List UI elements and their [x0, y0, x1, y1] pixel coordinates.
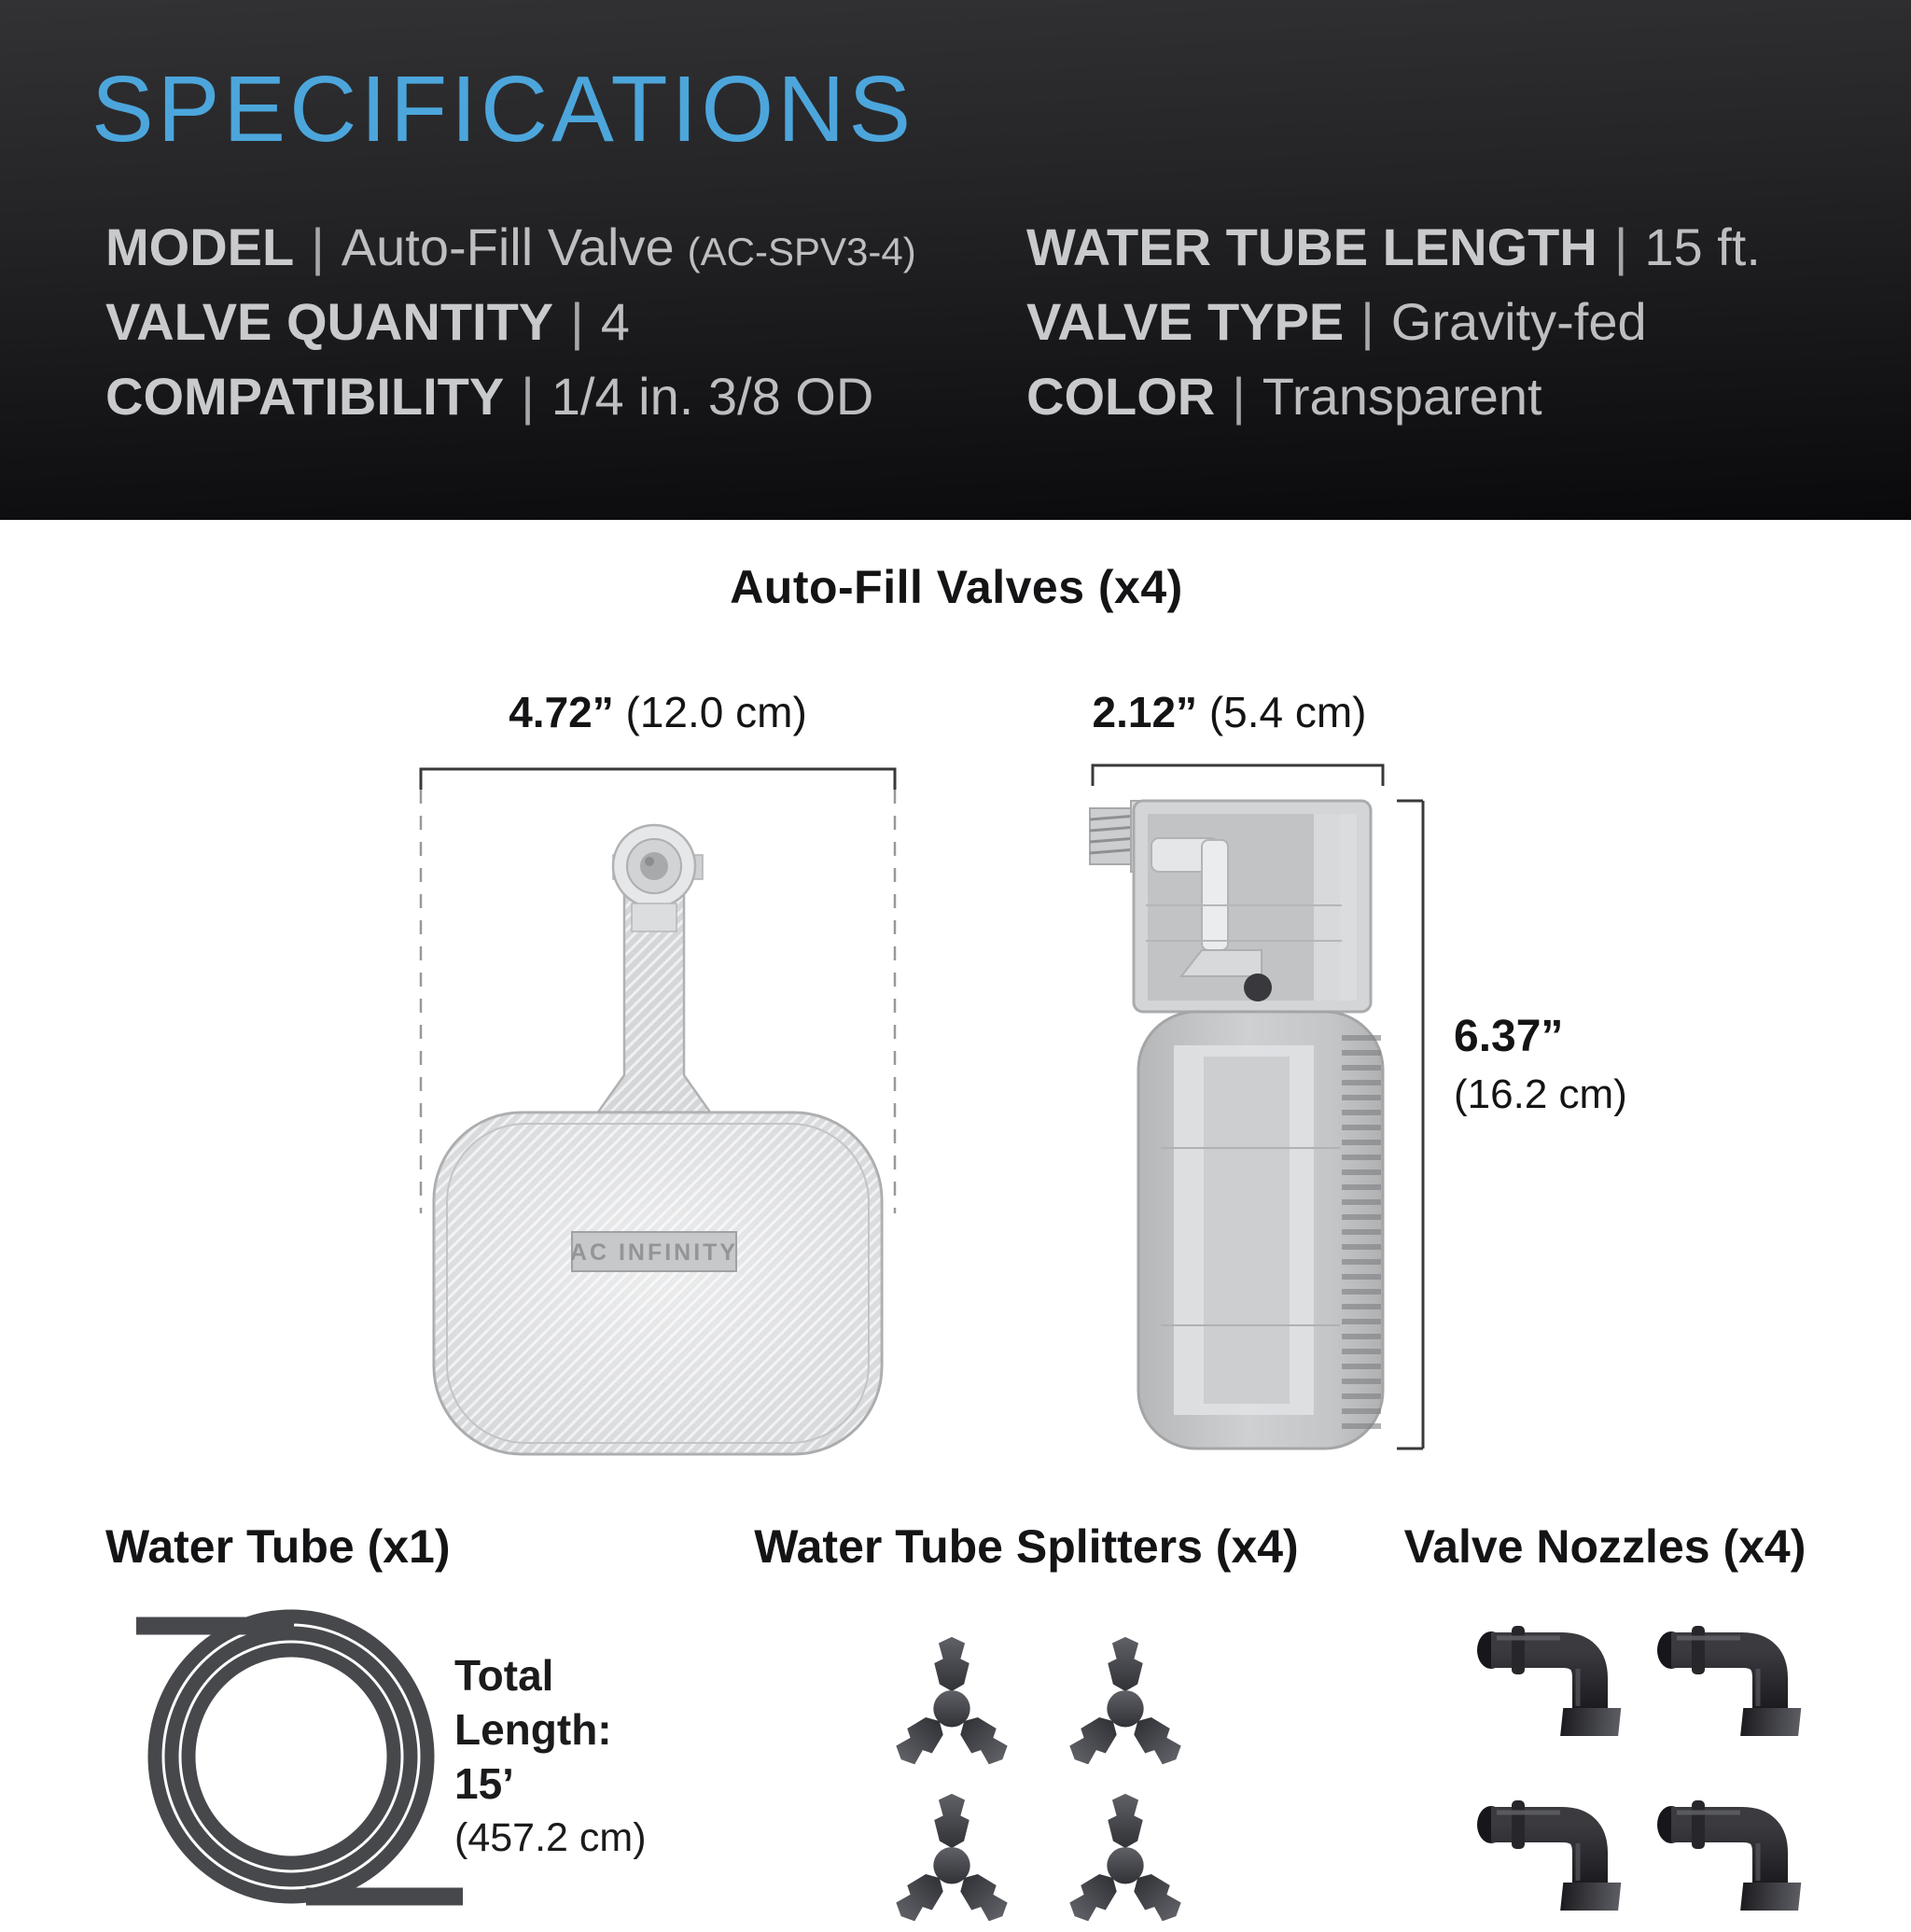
- tube-length-line2: Length:: [454, 1705, 612, 1754]
- spec-row-valve-quantity: [105, 285, 916, 359]
- diagram-section-title: Auto-Fill Valves (x4): [730, 561, 1183, 613]
- side-width-inches: 2.12”: [1092, 688, 1198, 736]
- spec-label: VALVE QUANTITY: [105, 292, 554, 351]
- spec-value: Transparent: [1262, 367, 1542, 426]
- spec-row-water-tube-length: [1026, 210, 1761, 285]
- splitters-section-title: Water Tube Splitters (x4): [754, 1520, 1299, 1573]
- valve-nozzle-icon: [1465, 1787, 1638, 1913]
- side-height-inches: 6.37”: [1454, 1012, 1564, 1061]
- brand-plate-text: AC INFINITY: [569, 1239, 739, 1266]
- tube-length-line1: Total: [454, 1651, 554, 1700]
- spec-column-left: [105, 210, 916, 434]
- tube-length-label: [454, 1648, 647, 1865]
- spec-separator: |: [1613, 217, 1628, 276]
- water-tube-coil-illustration: [131, 1589, 471, 1911]
- side-valve-illustration: [1064, 747, 1502, 1484]
- side-width-bracket: [1093, 765, 1383, 786]
- splitter-grid: [882, 1635, 1195, 1932]
- spec-value: 15 ft.: [1644, 217, 1761, 276]
- spec-separator: |: [1360, 292, 1374, 351]
- spec-value-note: (AC-SPV3-4): [687, 230, 916, 273]
- tube-length-cm-note: (457.2 cm): [454, 1815, 647, 1860]
- side-height-cm: (16.2 cm): [1454, 1071, 1627, 1117]
- spec-value: 4: [600, 292, 630, 351]
- spec-value: Gravity-fed: [1390, 292, 1647, 351]
- side-height-bracket: [1397, 801, 1423, 1449]
- brand-plate: [570, 1232, 738, 1271]
- spec-label: WATER TUBE LENGTH: [1026, 217, 1597, 276]
- tube-length-line3: 15’: [454, 1759, 514, 1808]
- front-valve-illustration: [415, 747, 900, 1484]
- water-tube-section-title: Water Tube (x1): [105, 1520, 451, 1573]
- spec-label: COMPATIBILITY: [105, 367, 505, 426]
- spec-label: VALVE TYPE: [1026, 292, 1345, 351]
- side-height-dimension-label: [1454, 1008, 1627, 1124]
- valve-nozzle-icon: [1645, 1787, 1818, 1913]
- tube-splitter-icon: [1055, 1635, 1195, 1775]
- spec-separator: |: [521, 367, 535, 426]
- spec-row-valve-type: [1026, 285, 1761, 359]
- nozzles-section-title: Valve Nozzles (x4): [1403, 1520, 1806, 1573]
- front-width-inches: 4.72”: [509, 688, 614, 736]
- spec-label: COLOR: [1026, 367, 1216, 426]
- side-width-cm: (5.4 cm): [1208, 688, 1367, 736]
- spec-separator: |: [1232, 367, 1246, 426]
- specifications-header: [0, 0, 1911, 520]
- valve-nozzle-icon: [1645, 1613, 1818, 1739]
- front-width-dimension-label: [420, 687, 896, 737]
- spec-row-color: [1026, 359, 1761, 434]
- spec-row-compatibility: [105, 359, 916, 434]
- spec-label: MODEL: [105, 217, 295, 276]
- spec-value: 1/4 in. 3/8 OD: [551, 367, 874, 426]
- spec-value: Auto-Fill Valve: [341, 217, 675, 276]
- nozzle-grid: [1465, 1613, 1818, 1913]
- tube-splitter-icon: [882, 1635, 1022, 1775]
- spec-separator: |: [311, 217, 325, 276]
- front-width-cm: (12.0 cm): [625, 688, 807, 736]
- side-width-dimension-label: [1068, 687, 1390, 737]
- page-title: SPECIFICATIONS: [91, 57, 915, 161]
- spec-column-right: [1026, 210, 1761, 434]
- spec-row-model: [105, 210, 916, 285]
- valve-nozzle-icon: [1465, 1613, 1638, 1739]
- spec-separator: |: [570, 292, 584, 351]
